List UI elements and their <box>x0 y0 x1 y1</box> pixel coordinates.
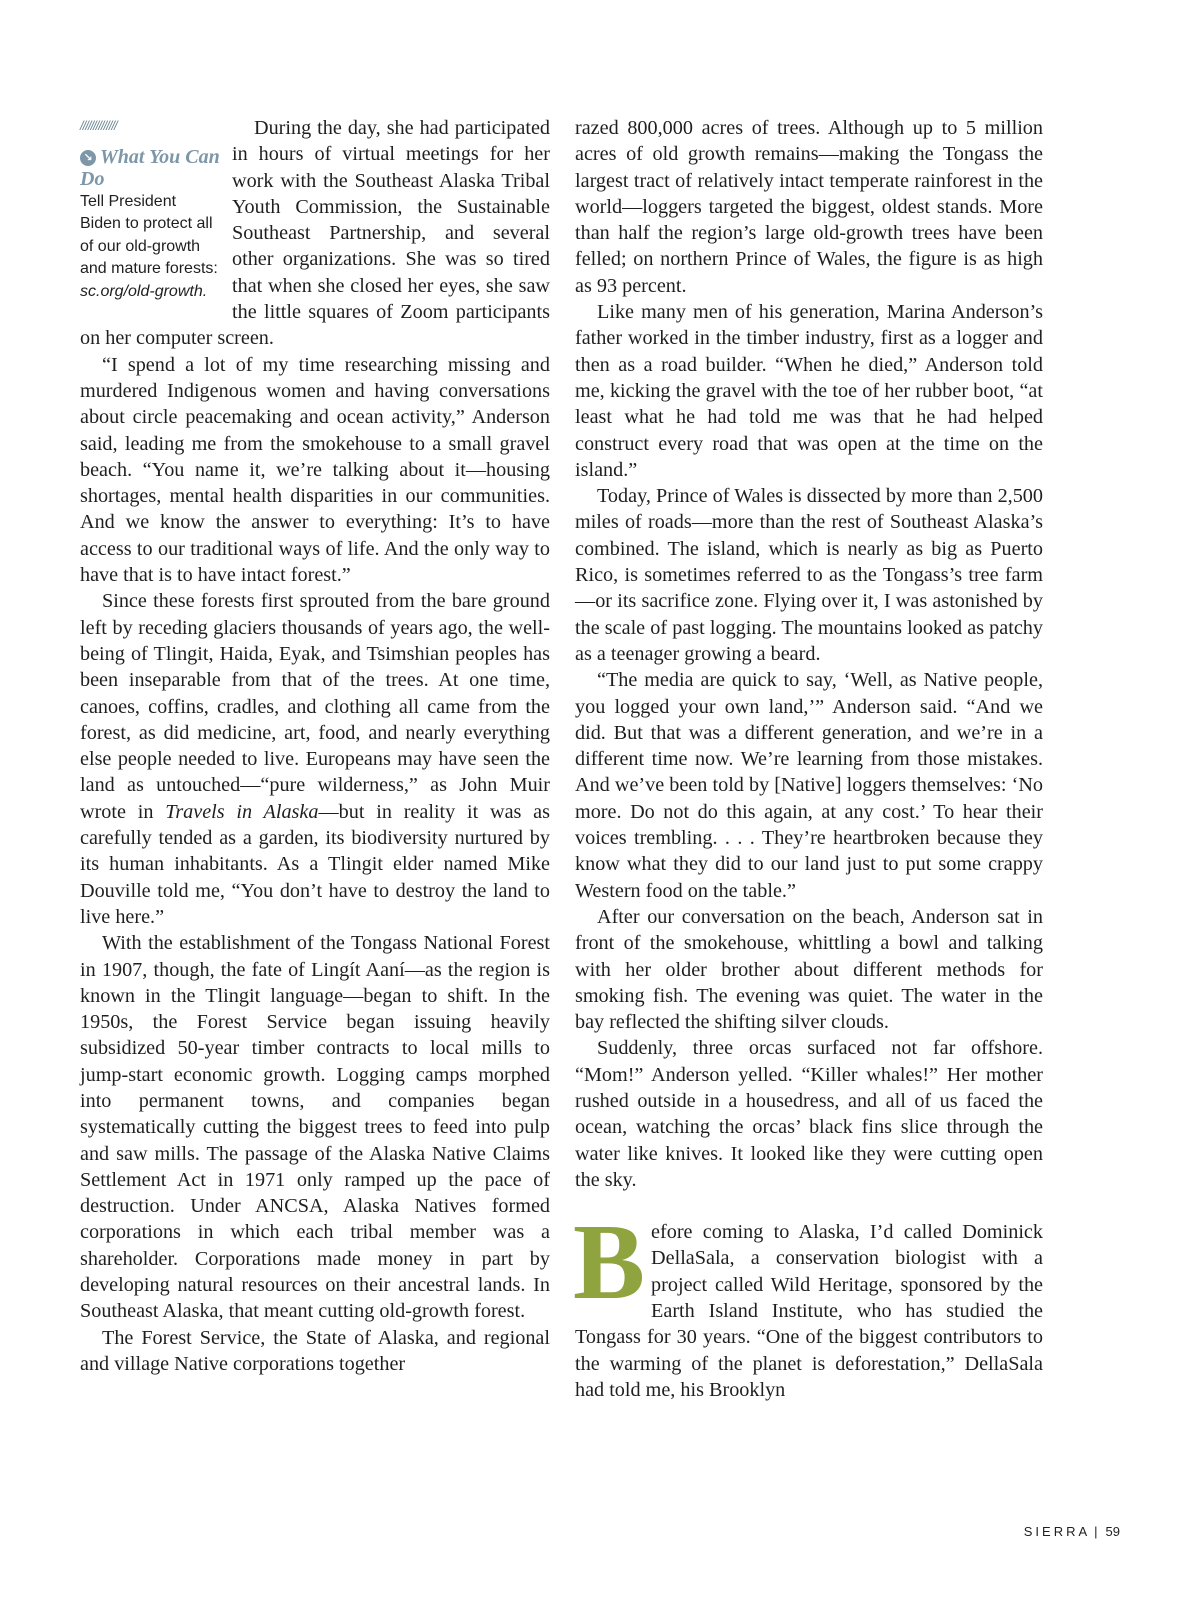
drop-cap: B <box>573 1203 646 1323</box>
sidebar-body-text: Tell President Biden to protect all of our old-growth and mature forests: <box>80 193 218 278</box>
section-break <box>575 1193 1043 1219</box>
arrow-circle-icon: ↘ <box>80 150 96 166</box>
article-paragraph: Suddenly, three orcas surfaced not far offshore. “Mom!” Anderson yelled. “Killer whales!” Her mother rushed outside in a housedress, and all of us faced the ocean, watching the orcas’ black fins slice through the water like knives. It looked like they were cutting open the sky. <box>575 1037 1043 1191</box>
article-paragraph: Like many men of his generation, Marina Anderson’s father worked in the timber industry, first as a logger and then as a road builder. “When he died,” Anderson told me, kicking the gravel with the toe of her rubber boot, “at least what he had told me was that he had helped construct every road that was open at the time on the island.” <box>575 301 1043 481</box>
what-you-can-do-sidebar <box>80 115 220 303</box>
article-paragraph <box>80 588 550 930</box>
article-paragraph: During the day, she had participated in hours of virtual meetings for her work with the Southeast Alaska Tribal Youth Commission, the Sustainable Southeast Partnership, and several other organizations. She was so tired that when she closed her eyes, she saw the little squares of Zoom participants on her computer screen. <box>80 117 550 350</box>
paragraph-text: —but in reality it was as carefully tended as a garden, its biodiversity nurtured by its human inhabitants. As a Tlingit elder named Mike Douville told me, “You don’t have to destroy the land to live here.” <box>80 800 550 928</box>
article-paragraph-dropcap <box>573 1203 1043 1403</box>
article-paragraph: razed 800,000 acres of trees. Although up to 5 million acres of old growth remains—making the Tongass the largest tract of relatively intact temperate rainforest in the world—loggers targeted the biggest, oldest stands. More than half the region’s large old-growth trees have been felled; on northern Prince of Wales, the figure is as high as 93 percent. <box>575 117 1043 297</box>
sidebar-hatch-rule: ////////////// <box>80 118 117 133</box>
left-column <box>80 115 550 1377</box>
right-column <box>575 115 1043 1403</box>
article-paragraph: Today, Prince of Wales is dissected by more than 2,500 miles of roads—more than the rest of Southeast Alaska’s combined. The island, which is nearly as big as Puerto Rico, is sometimes referred to as the Tongass’s tree farm—or its sacrifice zone. Flying over it, I was astonished by the scale of past logging. The mountains looked as patchy as a teenager growing a beard. <box>575 485 1043 665</box>
article-paragraph: With the establishment of the Tongass National Forest in 1907, though, the fate of Lingít Aaní—as the region is known in the Tlingit language—began to shift. In the 1950s, the Forest Service began issuing heavily subsidized 50-year timber contracts to local mills to jump-start economic growth. Logging camps morphed into permanent towns, and companies began systematically cutting the biggest trees to feed into pulp and saw mills. The passage of the Alaska Native Claims Settlement Act in 1971 only ramped up the pace of destruction. Under ANCSA, Alaska Natives formed corporations in which each tribal member was a shareholder. Corporations made money in part by developing natural resources on their ancestral lands. In Southeast Alaska, that meant cutting old-growth forest. <box>80 932 550 1323</box>
paragraph-text: efore coming to Alaska, I’d called Dominick DellaSala, a conservation biologist with a project called Wild Heritage, sponsored by the Earth Island Institute, who has studied the Tongass for 30 years. “One of the biggest contributors to the warming of the planet is deforestation,” DellaSala had told me, his Brooklyn <box>575 1221 1043 1401</box>
magazine-name: SIERRA <box>1023 1524 1091 1539</box>
article-paragraph: “The media are quick to say, ‘Well, as Native people, you logged your own land,’” Anderson said. “And we did. But that was a different generation, and we’re in a different time now. We’re learning from those mistakes. And we’ve been told by [Native] loggers themselves: ‘No more. Do not do this again, at any cost.’ To hear their voices trembling. . . . They’re heartbroken because they know what they did to our land just to put some crappy Western food on the table.” <box>575 669 1043 902</box>
sidebar-link[interactable]: sc.org/old-growth. <box>80 282 208 300</box>
article-paragraph: “I spend a lot of my time researching missing and murdered Indigenous women and having conversations about circle peacemaking and ocean activity,” Anderson said, leading me from the smokehouse to a small gravel beach. “You name it, we’re talking about it—housing shortages, mental health disparities in our communities. And we know the answer to everything: It’s to have access to our traditional ways of life. And the only way to have that is to have intact forest.” <box>80 353 550 587</box>
paragraph-text: Since these forests first sprouted from the bare ground left by receding glaciers thousands of years ago, the well-being of Tlingit, Haida, Eyak, and Tsimshian peoples has been inseparable from that of the trees. At one time, canoes, coffins, cradles, and clothing all came from the forest, as did medicine, art, food, and nearly everything else people needed to live. Europeans may have seen the land as untouched—“pure wilderness,” as John Muir wrote in <box>80 590 550 823</box>
article-paragraph: After our conversation on the beach, Anderson sat in front of the smokehouse, whittling a bowl and talking with her older brother about different methods for smoking fish. The evening was quiet. The water in the bay reflected the shifting silver clouds. <box>575 905 1043 1034</box>
page-folio <box>1024 1524 1120 1539</box>
folio-separator: | <box>1094 1524 1098 1539</box>
book-title: Travels in Alaska <box>165 800 319 823</box>
sidebar-title <box>80 146 220 190</box>
sidebar-body <box>80 191 220 303</box>
article-paragraph: The Forest Service, the State of Alaska, and regional and village Native corporations together <box>80 1326 550 1375</box>
page-number: 59 <box>1105 1524 1120 1539</box>
sidebar-title-text: What You Can Do <box>80 146 220 190</box>
